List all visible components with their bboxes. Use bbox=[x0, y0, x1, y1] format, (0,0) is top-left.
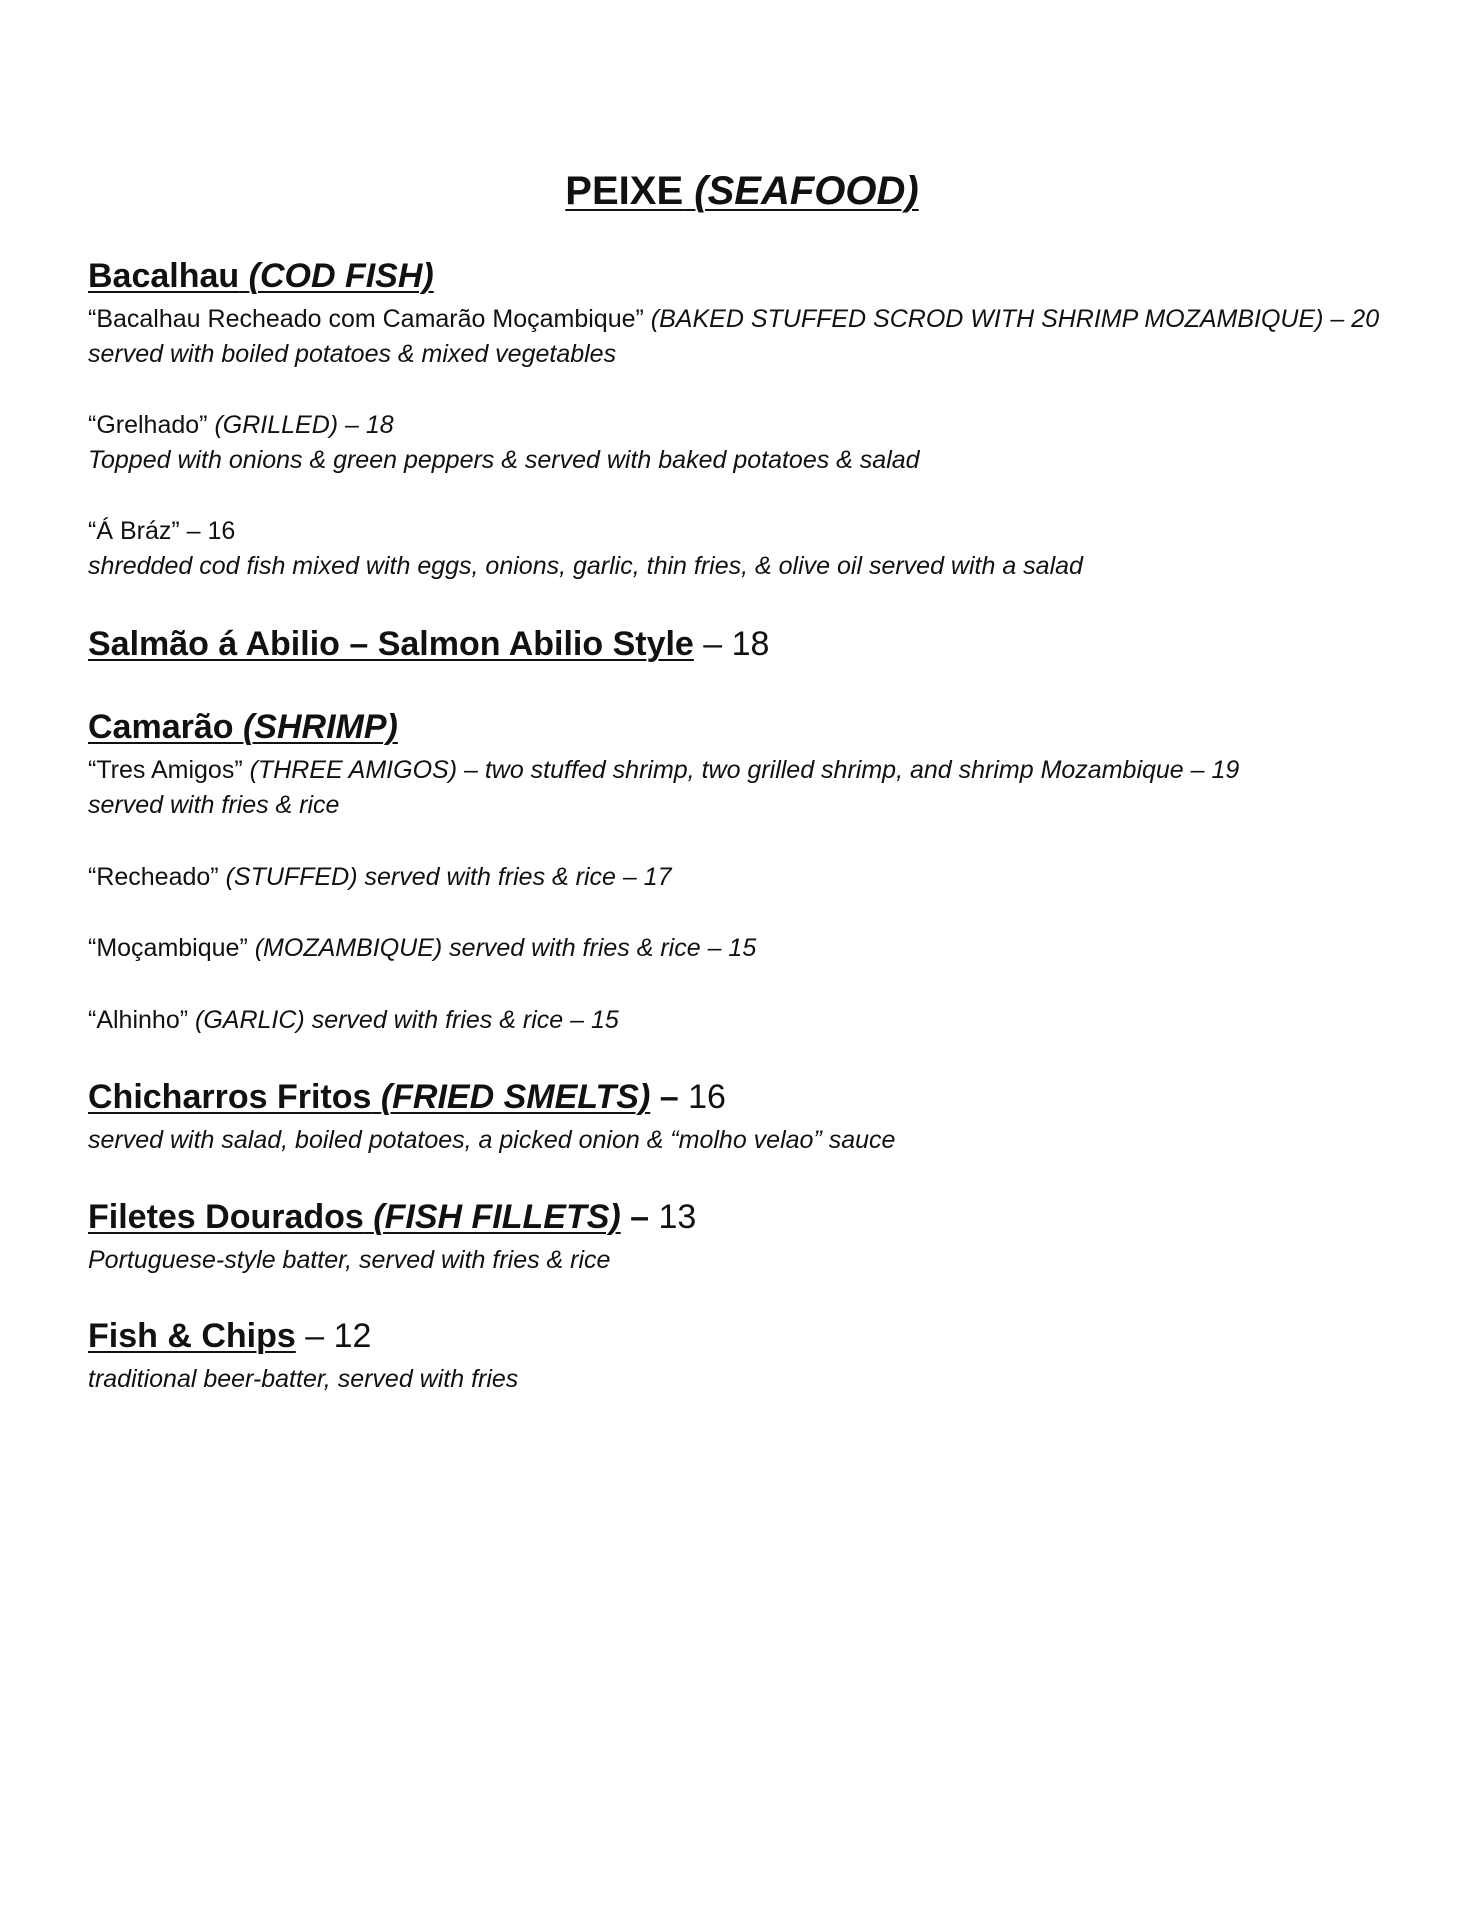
section-name: Camarão bbox=[88, 708, 234, 746]
menu-item-alhinho bbox=[88, 1003, 619, 1037]
section-heading-camarao bbox=[88, 705, 398, 749]
section-name: Chicharros Fritos bbox=[88, 1078, 372, 1116]
section-heading-bacalhau bbox=[88, 254, 434, 298]
section-heading-salmao bbox=[88, 622, 769, 666]
item-name: “Alhinho” bbox=[88, 1006, 189, 1034]
item-detail: (GARLIC) served with fries & rice – 15 bbox=[195, 1006, 619, 1034]
menu-item-tres-amigos bbox=[88, 753, 1239, 787]
section-translation: (FRIED SMELTS) bbox=[380, 1078, 651, 1116]
item-detail: (GRILLED) – 18 bbox=[214, 411, 394, 439]
item-name: “Tres Amigos” bbox=[88, 756, 243, 784]
item-description: traditional beer-batter, served with fries bbox=[88, 1365, 519, 1393]
section-name: Filetes Dourados bbox=[88, 1198, 364, 1236]
item-description: served with fries & rice bbox=[88, 791, 340, 819]
item-detail: (STUFFED) served with fries & rice – 17 bbox=[225, 863, 672, 891]
section-price: – 18 bbox=[693, 625, 770, 663]
item-description: served with salad, boiled potatoes, a picked onion & “molho velao” sauce bbox=[88, 1126, 896, 1154]
item-name: “Á Bráz” – 16 bbox=[88, 517, 236, 545]
section-name: Bacalhau bbox=[88, 257, 240, 295]
item-description: shredded cod fish mixed with eggs, onions, garlic, thin fries, & olive oil served with a salad bbox=[88, 552, 1083, 580]
item-name: “Recheado” bbox=[88, 863, 219, 891]
item-detail: (BAKED STUFFED SCROD WITH SHRIMP MOZAMBIQUE) – 20 bbox=[650, 305, 1380, 333]
price-dash: – bbox=[620, 1198, 650, 1236]
menu-item-grelhado bbox=[88, 408, 394, 442]
section-heading-chicharros bbox=[88, 1075, 726, 1119]
section-name: Salmão á Abilio – Salmon Abilio Style bbox=[88, 625, 694, 663]
section-price: – 12 bbox=[295, 1317, 372, 1355]
section-price: 16 bbox=[678, 1078, 726, 1116]
item-description: Portuguese-style batter, served with fries & rice bbox=[88, 1246, 611, 1274]
section-price: 13 bbox=[649, 1198, 697, 1236]
section-heading-filetes bbox=[88, 1195, 696, 1239]
section-translation: (COD FISH) bbox=[248, 257, 434, 295]
price-dash: – bbox=[650, 1078, 679, 1116]
item-description: Topped with onions & green peppers & served with baked potatoes & salad bbox=[88, 446, 920, 474]
title-sub: (SEAFOOD) bbox=[694, 169, 919, 213]
menu-item-recheado bbox=[88, 860, 672, 894]
section-name: Fish & Chips bbox=[88, 1317, 296, 1355]
item-description: served with boiled potatoes & mixed vegetables bbox=[88, 340, 617, 368]
item-name: “Grelhado” bbox=[88, 411, 208, 439]
section-translation: (FISH FILLETS) bbox=[373, 1198, 621, 1236]
item-name: “Moçambique” bbox=[88, 934, 248, 962]
section-translation: (SHRIMP) bbox=[242, 708, 398, 746]
item-name: “Bacalhau Recheado com Camarão Moçambique” bbox=[88, 305, 644, 333]
item-detail: (THREE AMIGOS) – two stuffed shrimp, two grilled shrimp, and shrimp Mozambique – 19 bbox=[249, 756, 1240, 784]
menu-item-bacalhau-recheado bbox=[88, 302, 1379, 336]
title-main: PEIXE bbox=[565, 169, 684, 213]
item-detail: (MOZAMBIQUE) served with fries & rice – 15 bbox=[254, 934, 757, 962]
section-heading-fish-chips bbox=[88, 1314, 371, 1358]
page-title bbox=[0, 163, 1484, 219]
menu-item-mocambique bbox=[88, 931, 756, 965]
menu-item-a-braz bbox=[88, 514, 235, 548]
